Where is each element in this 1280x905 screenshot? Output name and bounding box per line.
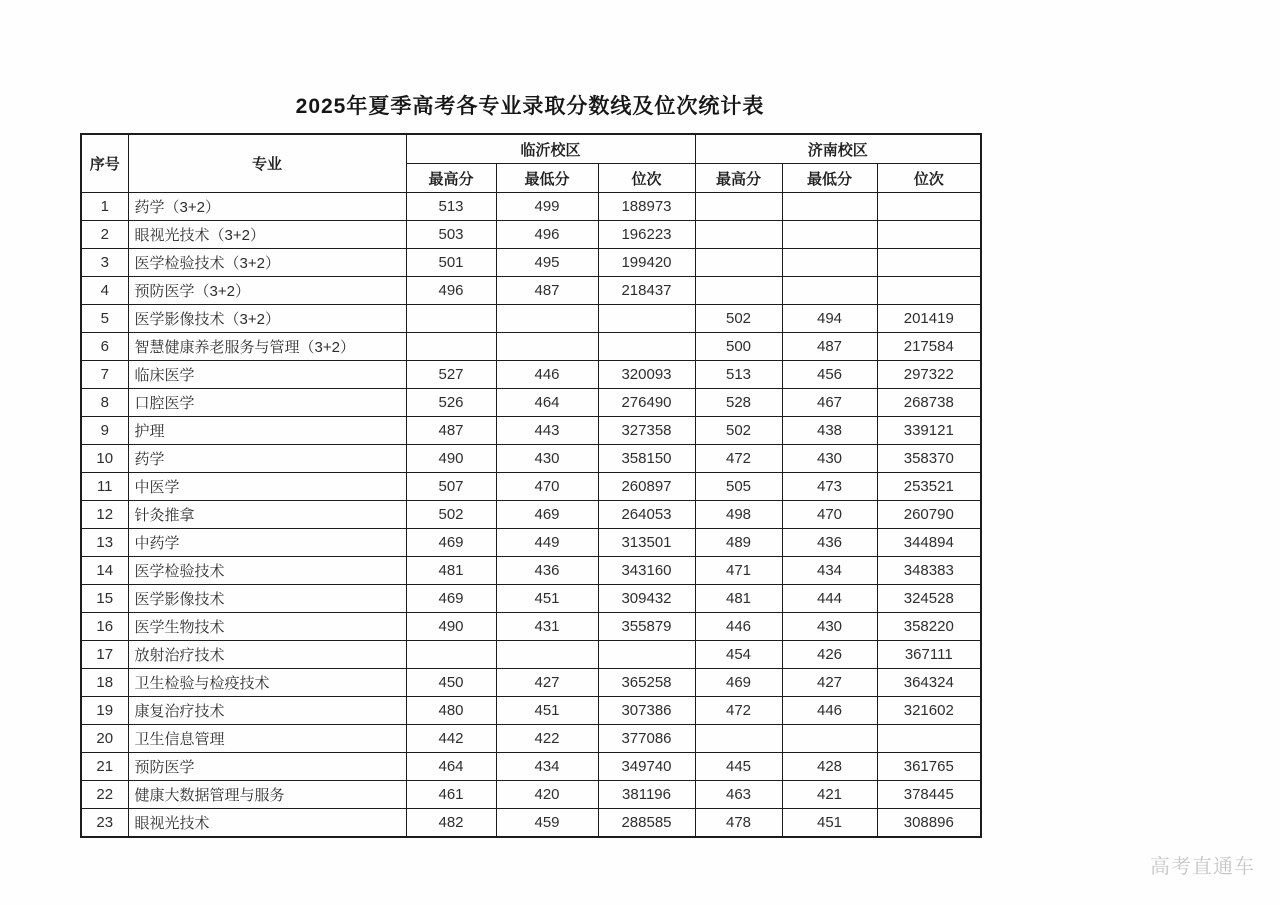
jinan-rank: 268738: [877, 389, 981, 417]
header-jinan-rank: 位次: [877, 164, 981, 193]
row-index: 8: [81, 389, 128, 417]
jinan-min-score: 470: [782, 501, 877, 529]
jinan-min-score: 428: [782, 753, 877, 781]
jinan-rank: 364324: [877, 669, 981, 697]
linyi-min-score: 427: [496, 669, 598, 697]
jinan-min-score: 421: [782, 781, 877, 809]
jinan-rank: [877, 277, 981, 305]
linyi-rank: 309432: [598, 585, 695, 613]
linyi-rank: 260897: [598, 473, 695, 501]
jinan-min-score: 494: [782, 305, 877, 333]
jinan-min-score: [782, 277, 877, 305]
jinan-min-score: 473: [782, 473, 877, 501]
linyi-min-score: 499: [496, 193, 598, 221]
major-name: 医学影像技术: [128, 585, 406, 613]
jinan-rank: 358220: [877, 613, 981, 641]
linyi-max-score: [406, 305, 496, 333]
table-row: [81, 725, 981, 753]
jinan-max-score: 481: [695, 585, 782, 613]
linyi-min-score: [496, 641, 598, 669]
table-row: [81, 333, 981, 361]
linyi-min-score: 495: [496, 249, 598, 277]
linyi-max-score: 480: [406, 697, 496, 725]
major-name: 卫生检验与检疫技术: [128, 669, 406, 697]
major-name: 中药学: [128, 529, 406, 557]
linyi-min-score: 496: [496, 221, 598, 249]
major-name: 药学（3+2）: [128, 193, 406, 221]
linyi-min-score: 430: [496, 445, 598, 473]
score-table: [80, 133, 982, 838]
jinan-max-score: 454: [695, 641, 782, 669]
row-index: 12: [81, 501, 128, 529]
table-row: [81, 445, 981, 473]
jinan-rank: 217584: [877, 333, 981, 361]
header-campus-linyi: 临沂校区: [406, 134, 695, 164]
jinan-max-score: 489: [695, 529, 782, 557]
table-row: [81, 557, 981, 585]
linyi-max-score: 469: [406, 529, 496, 557]
jinan-max-score: 528: [695, 389, 782, 417]
linyi-max-score: 490: [406, 445, 496, 473]
row-index: 15: [81, 585, 128, 613]
jinan-rank: 339121: [877, 417, 981, 445]
linyi-min-score: 422: [496, 725, 598, 753]
linyi-rank: 349740: [598, 753, 695, 781]
table-row: [81, 529, 981, 557]
row-index: 6: [81, 333, 128, 361]
row-index: 7: [81, 361, 128, 389]
linyi-rank: 327358: [598, 417, 695, 445]
jinan-min-score: 456: [782, 361, 877, 389]
linyi-max-score: 502: [406, 501, 496, 529]
table-row: [81, 753, 981, 781]
jinan-min-score: [782, 249, 877, 277]
header-linyi-max-score: 最高分: [406, 164, 496, 193]
row-index: 23: [81, 809, 128, 838]
jinan-min-score: 444: [782, 585, 877, 613]
jinan-min-score: 426: [782, 641, 877, 669]
linyi-rank: 355879: [598, 613, 695, 641]
row-index: 2: [81, 221, 128, 249]
major-name: 医学影像技术（3+2）: [128, 305, 406, 333]
jinan-max-score: 502: [695, 417, 782, 445]
jinan-min-score: 427: [782, 669, 877, 697]
jinan-max-score: 498: [695, 501, 782, 529]
major-name: 中医学: [128, 473, 406, 501]
linyi-max-score: 481: [406, 557, 496, 585]
linyi-max-score: 526: [406, 389, 496, 417]
row-index: 16: [81, 613, 128, 641]
linyi-rank: [598, 641, 695, 669]
jinan-rank: 361765: [877, 753, 981, 781]
linyi-rank: [598, 305, 695, 333]
jinan-min-score: 438: [782, 417, 877, 445]
major-name: 医学检验技术（3+2）: [128, 249, 406, 277]
jinan-max-score: [695, 249, 782, 277]
jinan-rank: 358370: [877, 445, 981, 473]
table-body: [81, 193, 981, 838]
table-row: [81, 585, 981, 613]
linyi-min-score: 449: [496, 529, 598, 557]
linyi-rank: 365258: [598, 669, 695, 697]
jinan-max-score: 445: [695, 753, 782, 781]
table-row: [81, 277, 981, 305]
linyi-rank: 358150: [598, 445, 695, 473]
jinan-rank: 253521: [877, 473, 981, 501]
jinan-max-score: 505: [695, 473, 782, 501]
linyi-rank: 307386: [598, 697, 695, 725]
table-row: [81, 809, 981, 838]
major-name: 健康大数据管理与服务: [128, 781, 406, 809]
linyi-min-score: 487: [496, 277, 598, 305]
table-row: [81, 417, 981, 445]
jinan-max-score: [695, 725, 782, 753]
linyi-max-score: [406, 333, 496, 361]
linyi-max-score: 469: [406, 585, 496, 613]
linyi-max-score: 501: [406, 249, 496, 277]
major-name: 智慧健康养老服务与管理（3+2）: [128, 333, 406, 361]
row-index: 1: [81, 193, 128, 221]
row-index: 4: [81, 277, 128, 305]
linyi-max-score: 513: [406, 193, 496, 221]
jinan-rank: 297322: [877, 361, 981, 389]
major-name: 口腔医学: [128, 389, 406, 417]
header-linyi-rank: 位次: [598, 164, 695, 193]
table-row: [81, 613, 981, 641]
linyi-max-score: 527: [406, 361, 496, 389]
jinan-max-score: 478: [695, 809, 782, 838]
jinan-max-score: 463: [695, 781, 782, 809]
table-row: [81, 249, 981, 277]
major-name: 放射治疗技术: [128, 641, 406, 669]
row-index: 13: [81, 529, 128, 557]
major-name: 针灸推拿: [128, 501, 406, 529]
row-index: 9: [81, 417, 128, 445]
linyi-max-score: 450: [406, 669, 496, 697]
jinan-max-score: [695, 277, 782, 305]
linyi-max-score: [406, 641, 496, 669]
jinan-rank: 344894: [877, 529, 981, 557]
linyi-rank: 188973: [598, 193, 695, 221]
linyi-max-score: 487: [406, 417, 496, 445]
row-index: 21: [81, 753, 128, 781]
jinan-rank: [877, 193, 981, 221]
jinan-rank: 378445: [877, 781, 981, 809]
major-name: 护理: [128, 417, 406, 445]
linyi-min-score: 469: [496, 501, 598, 529]
linyi-min-score: 443: [496, 417, 598, 445]
table-row: [81, 361, 981, 389]
jinan-rank: 260790: [877, 501, 981, 529]
header-jinan-min-score: 最低分: [782, 164, 877, 193]
jinan-min-score: 446: [782, 697, 877, 725]
jinan-max-score: [695, 193, 782, 221]
header-campus-jinan: 济南校区: [695, 134, 981, 164]
linyi-rank: 276490: [598, 389, 695, 417]
row-index: 5: [81, 305, 128, 333]
linyi-rank: 381196: [598, 781, 695, 809]
header-major: 专业: [128, 134, 406, 193]
linyi-min-score: 470: [496, 473, 598, 501]
major-name: 康复治疗技术: [128, 697, 406, 725]
major-name: 眼视光技术（3+2）: [128, 221, 406, 249]
row-index: 19: [81, 697, 128, 725]
linyi-max-score: 507: [406, 473, 496, 501]
linyi-rank: 343160: [598, 557, 695, 585]
jinan-min-score: [782, 221, 877, 249]
major-name: 临床医学: [128, 361, 406, 389]
jinan-rank: 321602: [877, 697, 981, 725]
table-row: [81, 389, 981, 417]
jinan-min-score: 436: [782, 529, 877, 557]
jinan-min-score: [782, 725, 877, 753]
linyi-rank: 313501: [598, 529, 695, 557]
jinan-max-score: 469: [695, 669, 782, 697]
linyi-min-score: 446: [496, 361, 598, 389]
linyi-min-score: 459: [496, 809, 598, 838]
linyi-min-score: 451: [496, 585, 598, 613]
linyi-min-score: [496, 333, 598, 361]
jinan-min-score: 434: [782, 557, 877, 585]
table-row: [81, 221, 981, 249]
table-row: [81, 473, 981, 501]
jinan-max-score: 513: [695, 361, 782, 389]
linyi-rank: 196223: [598, 221, 695, 249]
jinan-max-score: 471: [695, 557, 782, 585]
table-row: [81, 669, 981, 697]
jinan-rank: [877, 221, 981, 249]
row-index: 10: [81, 445, 128, 473]
jinan-rank: 201419: [877, 305, 981, 333]
table-row: [81, 305, 981, 333]
jinan-max-score: 472: [695, 445, 782, 473]
row-index: 17: [81, 641, 128, 669]
table-row: [81, 697, 981, 725]
jinan-max-score: 472: [695, 697, 782, 725]
linyi-max-score: 482: [406, 809, 496, 838]
row-index: 18: [81, 669, 128, 697]
jinan-rank: 367111: [877, 641, 981, 669]
jinan-min-score: 451: [782, 809, 877, 838]
jinan-rank: 348383: [877, 557, 981, 585]
major-name: 卫生信息管理: [128, 725, 406, 753]
linyi-max-score: 496: [406, 277, 496, 305]
linyi-rank: 218437: [598, 277, 695, 305]
jinan-min-score: 487: [782, 333, 877, 361]
table-row: [81, 501, 981, 529]
major-name: 药学: [128, 445, 406, 473]
page-title: 2025年夏季高考各专业录取分数线及位次统计表: [295, 95, 765, 118]
table-header: [81, 134, 981, 193]
jinan-max-score: 500: [695, 333, 782, 361]
linyi-min-score: 464: [496, 389, 598, 417]
jinan-rank: 324528: [877, 585, 981, 613]
header-linyi-min-score: 最低分: [496, 164, 598, 193]
linyi-max-score: 442: [406, 725, 496, 753]
major-name: 预防医学（3+2）: [128, 277, 406, 305]
linyi-min-score: 431: [496, 613, 598, 641]
linyi-max-score: 464: [406, 753, 496, 781]
row-index: 3: [81, 249, 128, 277]
linyi-max-score: 461: [406, 781, 496, 809]
linyi-rank: 320093: [598, 361, 695, 389]
jinan-min-score: 467: [782, 389, 877, 417]
major-name: 眼视光技术: [128, 809, 406, 838]
jinan-min-score: [782, 193, 877, 221]
table-row: [81, 193, 981, 221]
linyi-rank: 264053: [598, 501, 695, 529]
header-jinan-max-score: 最高分: [695, 164, 782, 193]
row-index: 22: [81, 781, 128, 809]
table-row: [81, 781, 981, 809]
linyi-rank: 377086: [598, 725, 695, 753]
row-index: 20: [81, 725, 128, 753]
header-index: 序号: [81, 134, 128, 193]
linyi-min-score: [496, 305, 598, 333]
linyi-rank: 288585: [598, 809, 695, 838]
jinan-min-score: 430: [782, 445, 877, 473]
jinan-min-score: 430: [782, 613, 877, 641]
linyi-min-score: 434: [496, 753, 598, 781]
major-name: 预防医学: [128, 753, 406, 781]
linyi-max-score: 503: [406, 221, 496, 249]
row-index: 14: [81, 557, 128, 585]
jinan-rank: 308896: [877, 809, 981, 838]
jinan-max-score: 446: [695, 613, 782, 641]
jinan-rank: [877, 249, 981, 277]
linyi-rank: 199420: [598, 249, 695, 277]
table-row: [81, 641, 981, 669]
jinan-max-score: 502: [695, 305, 782, 333]
major-name: 医学生物技术: [128, 613, 406, 641]
major-name: 医学检验技术: [128, 557, 406, 585]
watermark: 高考直通车: [1150, 856, 1255, 878]
header-row-campus: [81, 134, 981, 164]
linyi-min-score: 451: [496, 697, 598, 725]
linyi-max-score: 490: [406, 613, 496, 641]
row-index: 11: [81, 473, 128, 501]
jinan-max-score: [695, 221, 782, 249]
linyi-min-score: 436: [496, 557, 598, 585]
jinan-rank: [877, 725, 981, 753]
linyi-rank: [598, 333, 695, 361]
linyi-min-score: 420: [496, 781, 598, 809]
